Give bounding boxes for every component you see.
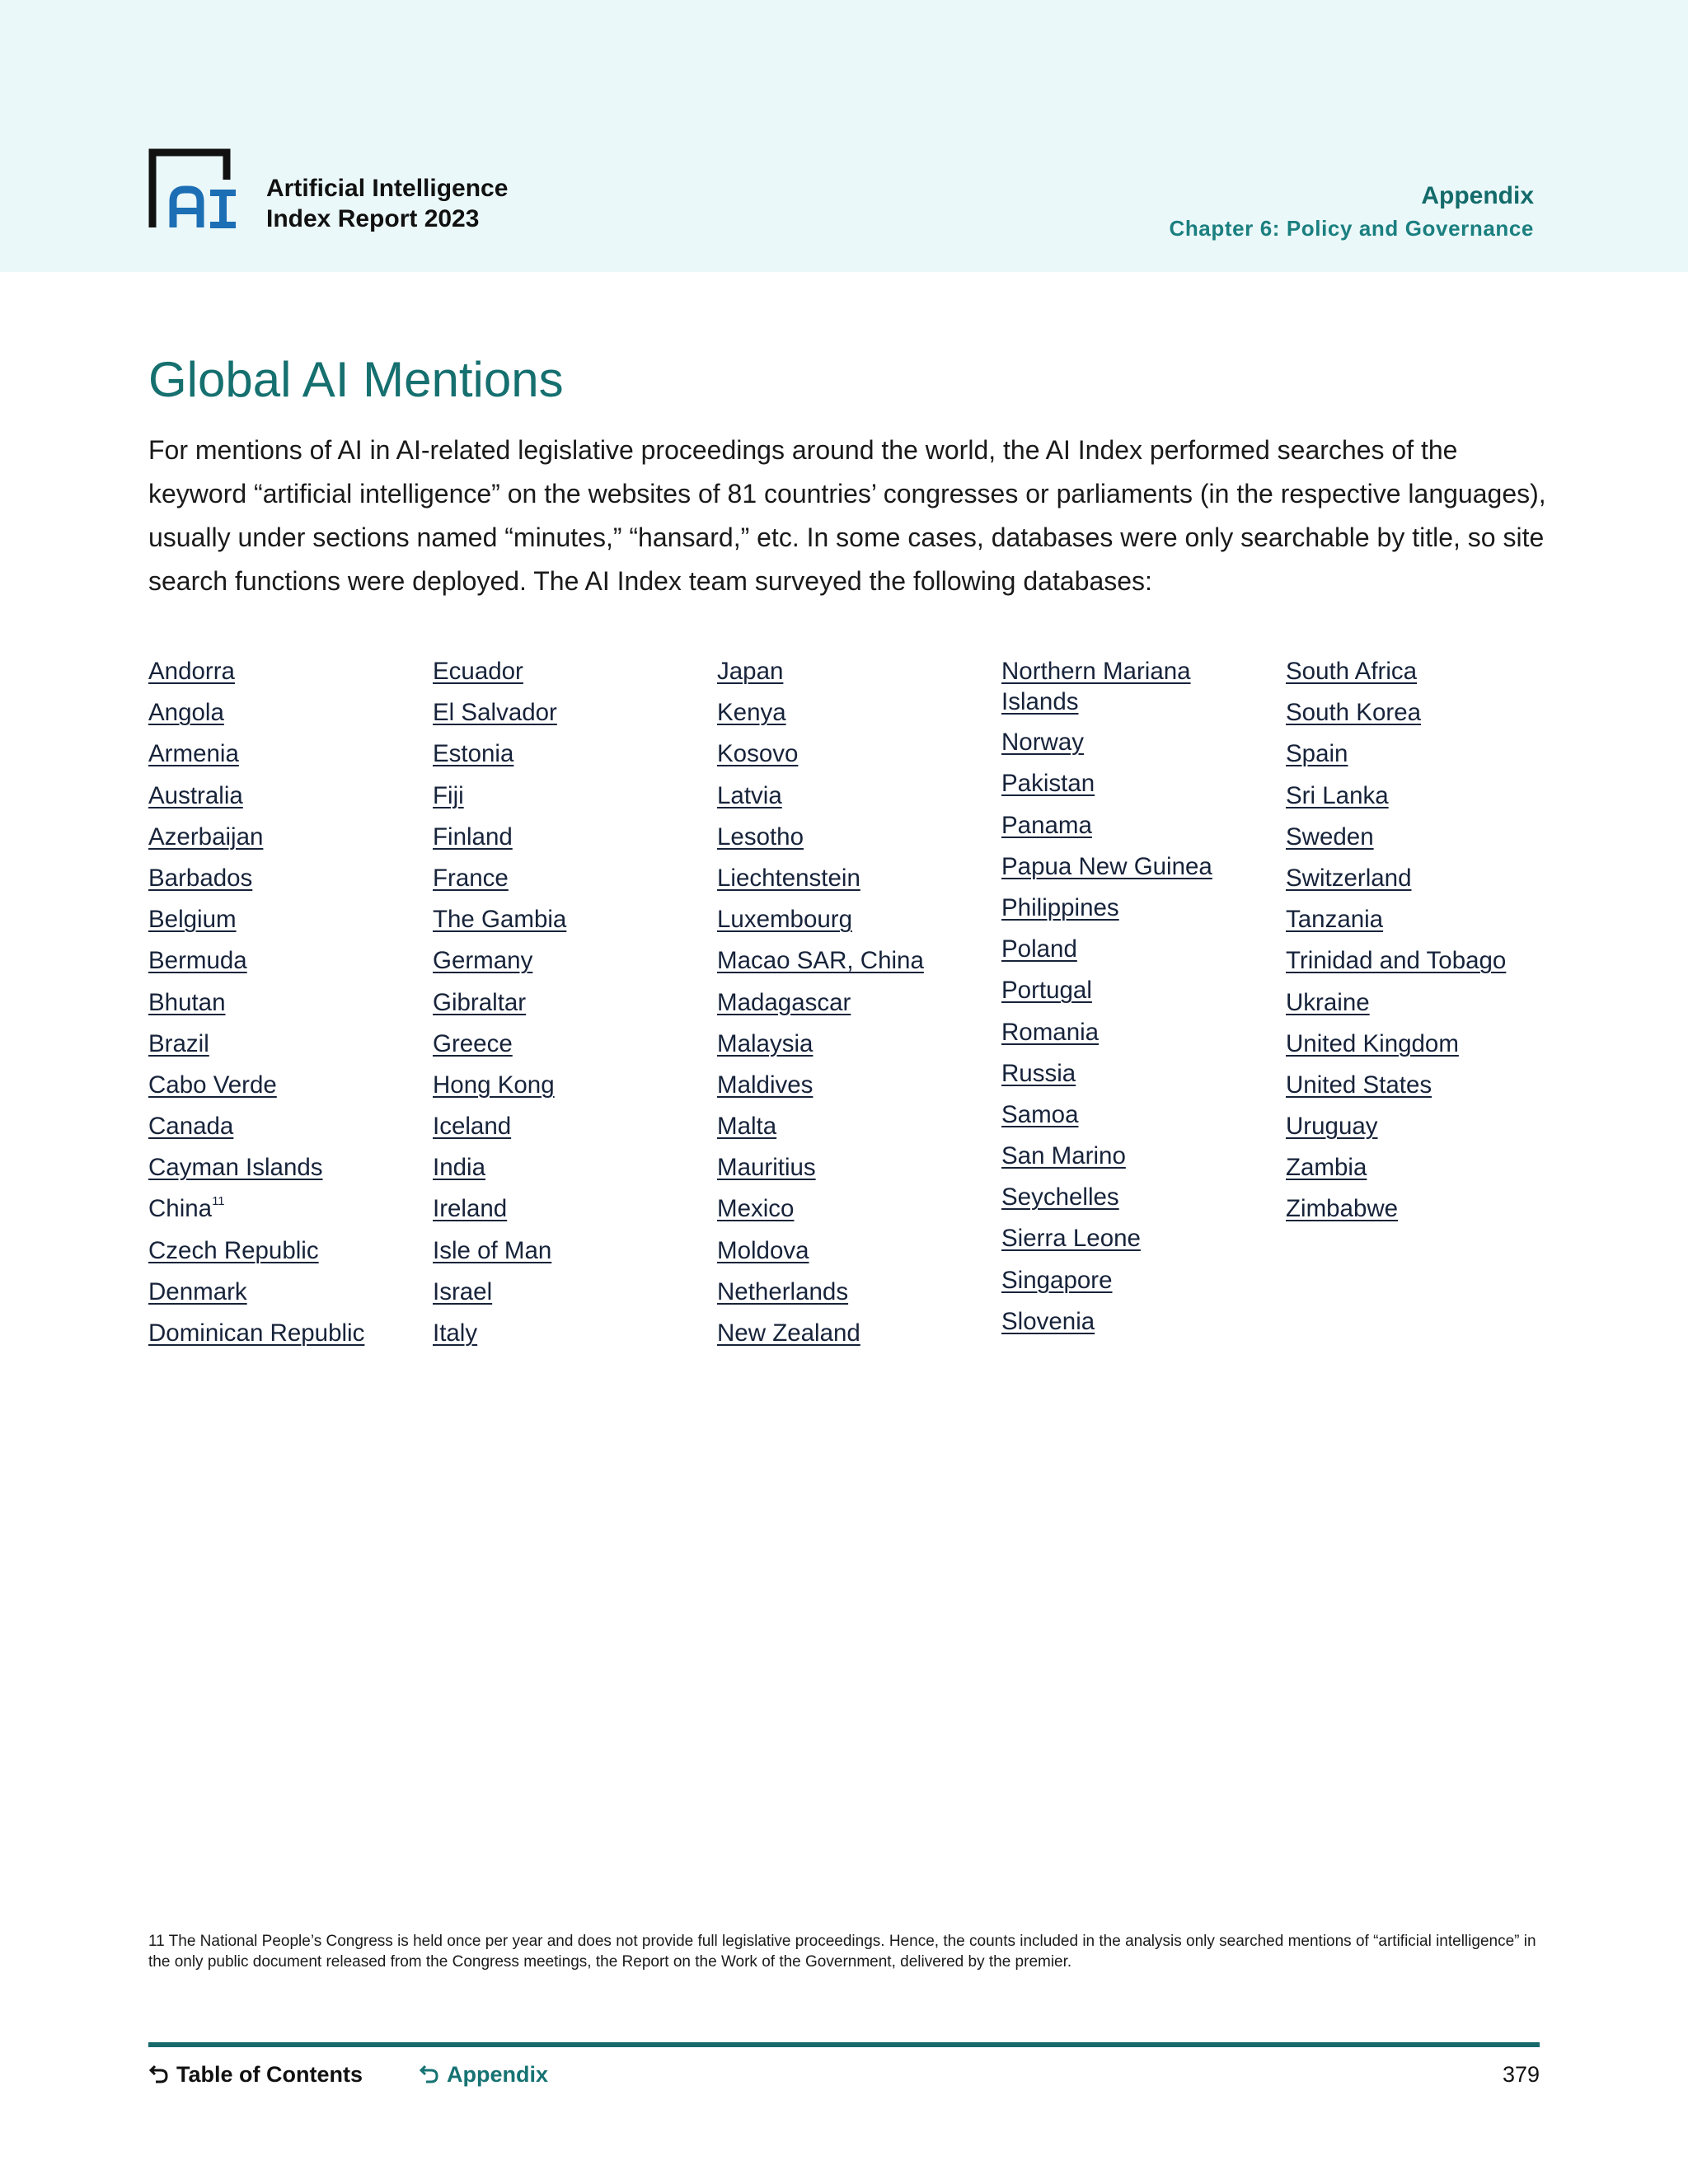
- country-link[interactable]: Hong Kong: [433, 1071, 555, 1099]
- toc-label: Table of Contents: [176, 2062, 363, 2087]
- country-link[interactable]: Italy: [433, 1319, 478, 1347]
- footer-divider: [148, 2042, 1540, 2047]
- country-link[interactable]: Japan: [717, 658, 784, 685]
- return-arrow-icon: [148, 2063, 170, 2084]
- country-column-3: [717, 656, 981, 1359]
- country-link[interactable]: Singapore: [1001, 1266, 1113, 1294]
- country-link[interactable]: Zimbabwe: [1286, 1195, 1399, 1223]
- country-item-china: [148, 1193, 412, 1225]
- country-link[interactable]: Papua New Guinea: [1001, 852, 1212, 880]
- country-link[interactable]: Estonia: [433, 740, 514, 768]
- ai-index-logo-icon: [148, 148, 239, 229]
- country-link[interactable]: Isle of Man: [433, 1236, 552, 1264]
- page-header: [0, 0, 1688, 272]
- country-link[interactable]: Spain: [1286, 740, 1348, 768]
- country-link[interactable]: Fiji: [433, 781, 464, 809]
- page-title: Global AI Mentions: [148, 352, 564, 407]
- country-link[interactable]: Andorra: [148, 658, 235, 685]
- country-link[interactable]: Azerbaijan: [148, 823, 264, 851]
- country-link[interactable]: Kosovo: [717, 740, 799, 768]
- country-link[interactable]: Latvia: [717, 781, 782, 809]
- header-section-info: [1169, 180, 1534, 244]
- country-link[interactable]: Barbados: [148, 864, 253, 892]
- country-link[interactable]: Gibraltar: [433, 988, 527, 1016]
- country-link[interactable]: Maldives: [717, 1071, 814, 1099]
- country-link[interactable]: Portugal: [1001, 977, 1092, 1005]
- country-link[interactable]: Slovenia: [1001, 1307, 1095, 1335]
- country-link[interactable]: San Marino: [1001, 1142, 1126, 1170]
- country-link[interactable]: Malta: [717, 1113, 777, 1141]
- country-link[interactable]: Sweden: [1286, 823, 1374, 851]
- country-link[interactable]: Zambia: [1286, 1154, 1367, 1182]
- country-link[interactable]: Bhutan: [148, 988, 226, 1016]
- country-link[interactable]: Madagascar: [717, 988, 851, 1016]
- country-column-5: [1286, 656, 1550, 1235]
- country-link[interactable]: Brazil: [148, 1029, 209, 1057]
- country-link[interactable]: United Kingdom: [1286, 1029, 1459, 1057]
- table-of-contents-link[interactable]: [148, 2060, 363, 2089]
- country-link[interactable]: South Africa: [1286, 658, 1418, 685]
- country-link[interactable]: Ecuador: [433, 658, 523, 685]
- country-link[interactable]: Australia: [148, 781, 243, 809]
- country-link[interactable]: New Zealand: [717, 1319, 860, 1347]
- country-link[interactable]: Luxembourg: [717, 906, 852, 934]
- country-link[interactable]: Cayman Islands: [148, 1154, 323, 1182]
- country-link[interactable]: Cabo Verde: [148, 1071, 277, 1099]
- country-link[interactable]: Ukraine: [1286, 988, 1370, 1016]
- country-link[interactable]: Uruguay: [1286, 1113, 1378, 1141]
- header-section-title: Appendix: [1421, 182, 1534, 209]
- country-link[interactable]: El Salvador: [433, 699, 557, 727]
- country-link[interactable]: Greece: [433, 1029, 513, 1057]
- country-link[interactable]: Liechtenstein: [717, 864, 860, 892]
- country-link[interactable]: Northern Mariana Islands: [1001, 658, 1191, 715]
- country-link[interactable]: Belgium: [148, 906, 237, 934]
- country-link[interactable]: Angola: [148, 699, 224, 727]
- country-link[interactable]: Netherlands: [717, 1277, 849, 1305]
- country-link[interactable]: United States: [1286, 1071, 1432, 1099]
- country-link[interactable]: Armenia: [148, 740, 239, 768]
- country-link[interactable]: Malaysia: [717, 1029, 814, 1057]
- country-link[interactable]: Moldova: [717, 1236, 809, 1264]
- country-link[interactable]: France: [433, 864, 509, 892]
- header-chapter-title: Chapter 6: Policy and Governance: [1169, 216, 1534, 241]
- country-link[interactable]: Macao SAR, China: [717, 947, 924, 975]
- appendix-label: Appendix: [447, 2062, 549, 2087]
- country-link[interactable]: Canada: [148, 1113, 234, 1141]
- country-link[interactable]: Lesotho: [717, 823, 804, 851]
- country-link[interactable]: Poland: [1001, 935, 1077, 963]
- country-link[interactable]: Philippines: [1001, 893, 1119, 921]
- country-column-1: [148, 656, 412, 1359]
- country-link[interactable]: Switzerland: [1286, 864, 1412, 892]
- footnote: 11 The National People’s Congress is held once per year and does not provide full legislative proceedings. Hence, the counts included in the analysis only searched mentions of “artificial intelligence” in the only public document released from the Congress meetings, the Report on the Work of the Government, delivered by the premier.: [148, 1933, 1536, 1971]
- country-link[interactable]: Ireland: [433, 1195, 508, 1223]
- country-link[interactable]: South Korea: [1286, 699, 1422, 727]
- country-link[interactable]: Pakistan: [1001, 770, 1095, 798]
- country-link[interactable]: The Gambia: [433, 906, 567, 934]
- appendix-link[interactable]: [419, 2060, 548, 2089]
- return-arrow-icon: [419, 2063, 440, 2084]
- country-link[interactable]: Denmark: [148, 1277, 247, 1305]
- country-link[interactable]: Romania: [1001, 1018, 1100, 1046]
- country-link[interactable]: Tanzania: [1286, 906, 1384, 934]
- report-name: [266, 173, 508, 234]
- country-link[interactable]: Dominican Republic: [148, 1319, 365, 1347]
- country-link[interactable]: Trinidad and Tobago: [1286, 947, 1507, 975]
- country-name: China: [148, 1195, 213, 1223]
- country-column-4: [1001, 656, 1265, 1347]
- country-link[interactable]: Germany: [433, 947, 533, 975]
- country-link[interactable]: Norway: [1001, 729, 1084, 757]
- country-link[interactable]: Kenya: [717, 699, 786, 727]
- footnote-marker: 11: [212, 1194, 225, 1209]
- country-link[interactable]: Israel: [433, 1277, 493, 1305]
- country-link[interactable]: Bermuda: [148, 947, 247, 975]
- country-link[interactable]: India: [433, 1154, 485, 1182]
- country-link[interactable]: Sierra Leone: [1001, 1225, 1141, 1253]
- country-link[interactable]: Mexico: [717, 1195, 795, 1223]
- country-link[interactable]: Czech Republic: [148, 1236, 319, 1264]
- page-number: 379: [1502, 2062, 1540, 2087]
- report-name-line1: Artificial Intelligence: [266, 175, 509, 202]
- country-link[interactable]: Samoa: [1001, 1100, 1079, 1128]
- country-link[interactable]: Russia: [1001, 1059, 1076, 1087]
- country-link[interactable]: Mauritius: [717, 1154, 816, 1182]
- country-column-2: [433, 656, 696, 1359]
- country-link[interactable]: Sri Lanka: [1286, 781, 1389, 809]
- report-name-line2: Index Report 2023: [266, 205, 480, 232]
- country-link[interactable]: Iceland: [433, 1113, 512, 1141]
- intro-paragraph: For mentions of AI in AI-related legislative proceedings around the world, the AI Index performed searches of the keyword “artificial intelligence” on the websites of 81 countries’ congresses or parliaments (in the respective languages), usually under sections named “minutes,” “hansard,” etc. In some cases, databases were only searchable by title, so site search functions were deployed. The AI Index team surveyed the following databases:: [148, 435, 1546, 596]
- country-link[interactable]: Finland: [433, 823, 513, 851]
- country-link[interactable]: Panama: [1001, 811, 1092, 839]
- country-link[interactable]: Seychelles: [1001, 1183, 1119, 1212]
